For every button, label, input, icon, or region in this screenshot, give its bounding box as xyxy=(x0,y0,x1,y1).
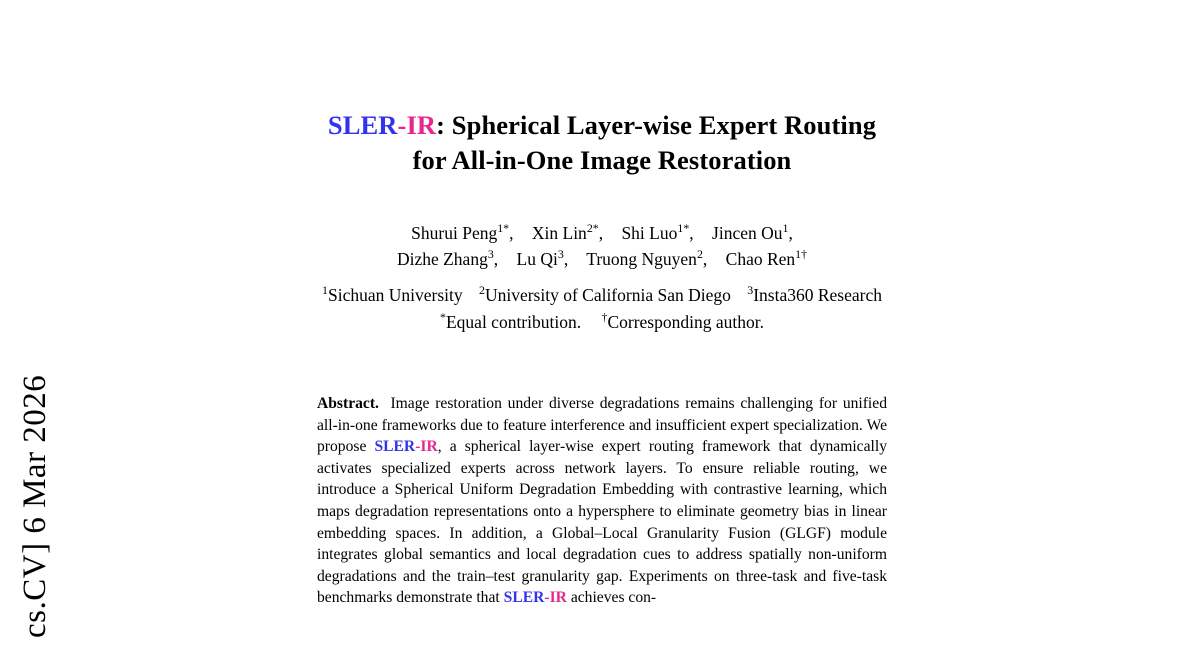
paper-page xyxy=(252,0,952,648)
arxiv-vertical-stamp xyxy=(0,0,70,648)
author-item xyxy=(532,223,603,243)
abstract-brand-ir-1: IR xyxy=(420,438,438,456)
author-sup: 1† xyxy=(795,247,808,262)
footnote-text: Equal contribution. xyxy=(445,312,582,332)
author-name: Chao Ren xyxy=(725,249,796,269)
abstract-brand-sler-1: SLER xyxy=(374,438,416,456)
author-list xyxy=(252,220,952,272)
author-name: Truong Nguyen xyxy=(586,249,697,269)
author-sep: , xyxy=(493,249,499,269)
abstract-brand-sler-2: SLER xyxy=(503,589,545,607)
abstract-text-part-3: achieves con- xyxy=(566,589,657,607)
author-sup: 3 xyxy=(487,247,494,262)
author-name: Dizhe Zhang xyxy=(396,249,488,269)
abstract-brand-sep-1: - xyxy=(415,438,421,456)
affiliation-sup: 2 xyxy=(478,283,485,298)
author-name: Jincen Ou xyxy=(712,223,783,243)
footnote-sup: † xyxy=(601,310,608,325)
footnote-item xyxy=(440,312,581,332)
author-name: Shurui Peng xyxy=(411,223,498,243)
affiliation-name: Sichuan University xyxy=(327,285,463,305)
abstract-section xyxy=(317,393,887,609)
author-sup: 1* xyxy=(677,221,690,236)
brand-separator: - xyxy=(397,110,407,140)
footnote-text: Corresponding author. xyxy=(607,312,764,332)
author-line-1 xyxy=(252,220,952,246)
author-sep: , xyxy=(788,223,793,243)
affiliation-sup: 3 xyxy=(747,283,754,298)
arxiv-stamp-text: cs.CV] 6 Mar 2026 xyxy=(16,374,53,638)
affiliation-list xyxy=(252,282,952,308)
author-item xyxy=(621,223,693,243)
author-line-2 xyxy=(252,246,952,272)
author-sup: 1 xyxy=(782,221,789,236)
affiliation-name: University of California San Diego xyxy=(484,285,731,305)
author-name: Shi Luo xyxy=(621,223,678,243)
abstract-text-part-2: , a spherical layer-wise expert routing framework that dynamically activates specialized experts across network layers. To ensure reliable routing, we introduce a Spherical Uniform Degradation Embedding with contrastive learning, which maps degradation representations onto a hypersphere to eliminate geometry bias in linear embedding spaces. In addition, a Global–Local Granularity Fusion (GLGF) module integrates global semantics and local degradation cues to address spatially non-uniform degradations and the train–test granularity gap. Experiments on three-task and five-task benchmarks demonstrate that xyxy=(317,438,887,607)
author-item xyxy=(712,223,793,243)
brand-sler: SLER xyxy=(327,110,398,140)
author-footnotes xyxy=(252,309,952,335)
author-sup: 2 xyxy=(696,247,703,262)
title-line-2: for All-in-One Image Restoration xyxy=(412,145,792,175)
affiliation-item xyxy=(322,285,463,305)
author-item xyxy=(517,249,569,269)
affiliation-name: Insta360 Research xyxy=(753,285,882,305)
author-item xyxy=(397,249,498,269)
author-sup: 1* xyxy=(497,221,510,236)
author-item xyxy=(411,223,513,243)
author-sep: , xyxy=(509,223,514,243)
brand-ir: IR xyxy=(406,110,437,140)
author-sep: , xyxy=(563,249,569,269)
author-sup: 3 xyxy=(557,247,564,262)
affiliation-item xyxy=(479,285,731,305)
affiliation-item xyxy=(747,285,882,305)
title-line-1 xyxy=(328,110,876,140)
footnote-sup: * xyxy=(440,310,446,325)
title-rest-line-1: : Spherical Layer-wise Expert Routing xyxy=(436,110,877,140)
author-name: Lu Qi xyxy=(516,249,558,269)
abstract-brand-ir-2: IR xyxy=(549,589,567,607)
author-item xyxy=(586,249,707,269)
author-sep: , xyxy=(598,223,604,243)
author-name: Xin Lin xyxy=(531,223,587,243)
footnote-item xyxy=(601,312,763,332)
author-item xyxy=(726,249,807,269)
author-sep: , xyxy=(702,249,708,269)
author-sep: , xyxy=(689,223,694,243)
abstract-brand-sep-2: - xyxy=(544,589,550,607)
abstract-text-part-1: Image restoration under diverse degradations remains challenging for unified all-in-one frameworks due to feature interference and insufficient expert specialization. We propose xyxy=(317,395,887,456)
affiliation-sup: 1 xyxy=(322,283,328,298)
abstract-label: Abstract. xyxy=(317,395,379,412)
page-title xyxy=(252,108,952,178)
author-sup: 2* xyxy=(586,221,599,236)
